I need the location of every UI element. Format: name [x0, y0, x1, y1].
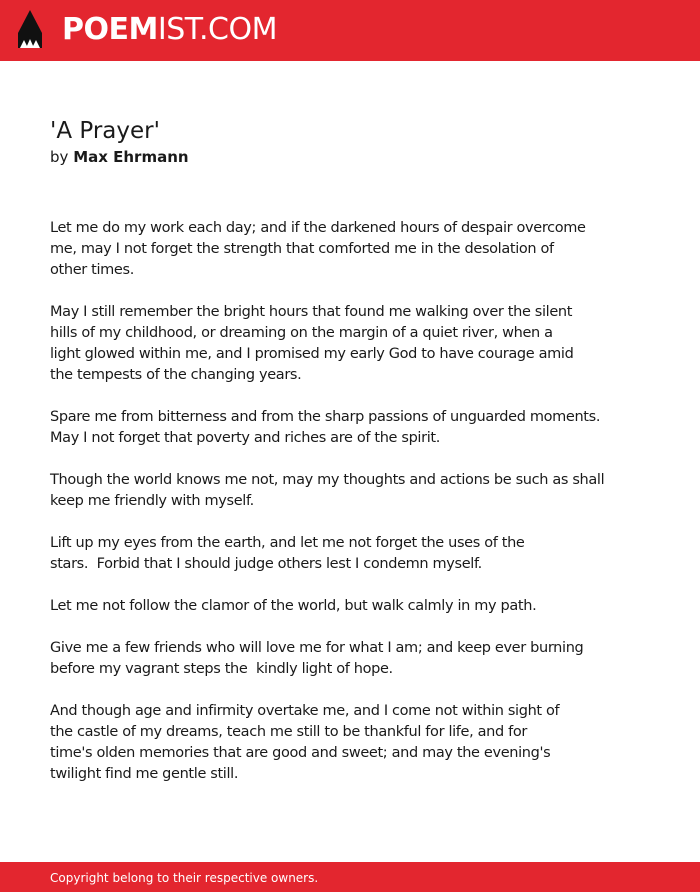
poem-stanza	[50, 596, 650, 617]
poem-stanza	[50, 470, 650, 512]
poem-line: And though age and infirmity overtake me, and I come not within sight of	[50, 703, 560, 719]
poem-stanza	[50, 701, 650, 785]
byline-prefix: by	[50, 148, 69, 166]
site-logo[interactable]	[62, 11, 277, 49]
poem-stanza	[50, 302, 650, 386]
poem-stanza	[50, 638, 650, 680]
poem-line: other times.	[50, 262, 134, 278]
poem-line: keep me friendly with myself.	[50, 493, 254, 509]
poem-line: me, may I not forget the strength that comforted me in the desolation of	[50, 241, 554, 257]
poem-line: the castle of my dreams, teach me still to be thankful for life, and for	[50, 724, 528, 740]
copyright-text: Copyright belong to their respective owners.	[50, 871, 319, 885]
poem-body	[50, 218, 650, 806]
site-footer	[0, 862, 700, 892]
poem-line: twilight find me gentle still.	[50, 766, 239, 782]
poem-line: the tempests of the changing years.	[50, 367, 302, 383]
poem-line: Lift up my eyes from the earth, and let me not forget the uses of the	[50, 535, 525, 551]
poem-stanza	[50, 218, 650, 281]
poem-author: Max Ehrmann	[73, 148, 189, 166]
poem-line: light glowed within me, and I promised my early God to have courage amid	[50, 346, 574, 362]
poem-line: hills of my childhood, or dreaming on the margin of a quiet river, when a	[50, 325, 553, 341]
poem-line: Let me do my work each day; and if the darkened hours of despair overcome	[50, 220, 586, 236]
logo-text-bold: POEM	[62, 12, 158, 47]
poem-line: Spare me from bitterness and from the sharp passions of unguarded moments.	[50, 409, 601, 425]
poem-title: 'A Prayer'	[50, 118, 160, 144]
pencil-tip-icon[interactable]	[17, 9, 43, 51]
poem-heading	[50, 116, 650, 168]
poem-line: stars. Forbid that I should judge others lest I condemn myself.	[50, 556, 482, 572]
poem-byline	[50, 146, 650, 168]
poem-stanza	[50, 407, 650, 449]
poem-line: Give me a few friends who will love me for what I am; and keep ever burning	[50, 640, 584, 656]
poem-line: Though the world knows me not, may my thoughts and actions be such as shall	[50, 472, 605, 488]
logo-text-light: IST.COM	[157, 12, 277, 47]
site-header	[0, 0, 700, 61]
poem-line: May I not forget that poverty and riches are of the spirit.	[50, 430, 440, 446]
poem-line: Let me not follow the clamor of the world, but walk calmly in my path.	[50, 598, 537, 614]
poem-line: May I still remember the bright hours that found me walking over the silent	[50, 304, 573, 320]
poem-line: before my vagrant steps the kindly light of hope.	[50, 661, 393, 677]
poem-line: time's olden memories that are good and sweet; and may the evening's	[50, 745, 551, 761]
poem-stanza	[50, 533, 650, 575]
